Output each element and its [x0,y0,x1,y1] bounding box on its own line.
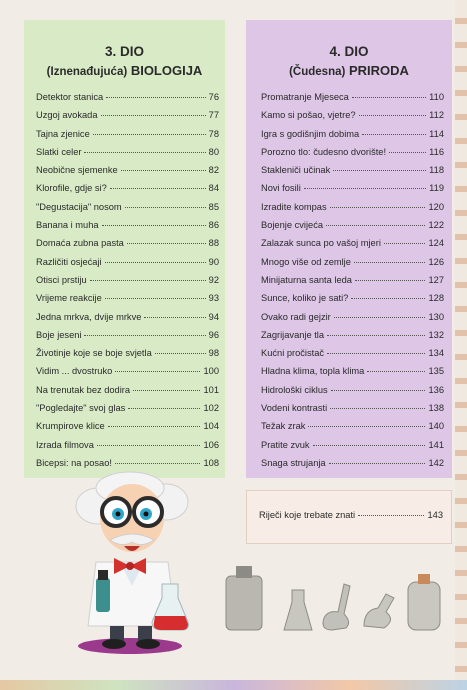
toc-entry-page: 104 [203,421,219,432]
toc-entry-title: Neobične sjemenke [36,165,118,176]
toc-entry-title: Porozno tlo: čudesno dvorište! [261,146,387,157]
toc-entry[interactable] [246,403,452,421]
toc-entry-title: Ovako radi gejzir [261,311,331,322]
toc-entry-title: Kamo si pošao, vjetre? [261,110,356,121]
toc-entry[interactable] [246,293,452,311]
toc-entry-page: 110 [429,92,444,102]
toc-entry[interactable] [246,275,452,293]
toc-entry-page: 124 [428,238,444,249]
toc-entry[interactable] [246,92,452,110]
scientist-pupil-left [116,512,121,517]
toc-entry[interactable] [24,403,225,421]
toc-entry-leader-dots [331,389,426,391]
toc-entry-page: 135 [428,366,444,377]
retort-icon [364,594,394,628]
toc-entry-leader-dots [108,425,201,427]
toc-entry[interactable] [246,238,452,256]
toc-entry-title: Slatki celer [36,146,82,157]
toc-entry[interactable] [24,330,225,348]
toc-entry[interactable] [246,165,452,183]
toc-entry-leader-dots [84,151,205,153]
toc-entry[interactable] [24,440,225,458]
section-nature-subtitle-main: PRIRODA [348,63,409,78]
toc-entry-page: 80 [208,146,219,157]
toc-entry-leader-dots [133,389,200,391]
toc-entry-leader-dots [155,352,206,354]
section-nature-heading: 4. DIO [329,44,369,59]
toc-entry[interactable] [24,165,225,183]
glossary-toc-entry[interactable] [259,510,443,528]
section-biology-subtitle-main: BIOLOGIJA [130,63,203,78]
small-bottle-cork [418,574,430,584]
toc-entry-page: 138 [428,403,444,414]
toc-entry[interactable] [246,348,452,366]
toc-entry-title: Domaća zubna pasta [36,238,124,249]
large-bottle-icon [226,576,262,630]
toc-entry-page: 112 [429,110,444,121]
toc-entry-title: Mnogo više od zemlje [261,256,351,267]
toc-entry-leader-dots [362,133,426,135]
toc-entry-page: 101 [203,384,219,395]
toc-entry-leader-dots [327,334,425,336]
toc-entry-leader-dots [101,114,206,116]
toc-entry[interactable] [24,110,225,128]
toc-entry-leader-dots [93,133,206,135]
toc-entry-page: 134 [428,348,444,359]
scientist-shoe-left [102,639,126,649]
section-nature-panel [246,20,452,478]
toc-entry[interactable] [246,220,452,238]
section-nature-subtitle-paren: (Čudesna) [289,66,346,78]
toc-entry-leader-dots [125,206,206,208]
toc-entry-title: "Pogledajte" svoj glas [36,403,126,414]
toc-entry-page: 84 [208,183,219,194]
toc-entry-page: 94 [208,311,219,322]
toc-entry-page: 120 [428,201,444,212]
toc-entry-leader-dots [351,297,425,299]
spray-bottle [96,578,110,612]
toc-entry-page: 122 [428,220,444,231]
toc-entry-page: 102 [203,403,219,414]
toc-entry-leader-dots [127,242,206,244]
section-nature-subtitle [246,62,452,81]
toc-entry-page: 140 [428,421,444,432]
toc-entry-page: 86 [208,220,219,231]
toc-entry-page: 132 [428,329,444,340]
scientist-illustration [58,466,198,656]
toc-entry[interactable] [246,458,452,476]
toc-entry-page: 88 [208,238,219,249]
section-biology-panel [24,20,225,478]
toc-entry-leader-dots [90,279,206,281]
large-bottle-cap [236,566,252,578]
toc-entry[interactable] [246,385,452,403]
toc-entry-page: 82 [208,165,219,176]
toc-entry-title: Bicepsi: na posao! [36,457,112,468]
toc-entry[interactable] [246,129,452,147]
toc-entry-page: 106 [203,439,219,450]
section-biology-subtitle [24,62,225,81]
toc-entry-title: Jedna mrkva, dvije mrkve [36,311,142,322]
toc-entry-leader-dots [102,224,206,226]
toc-entry-leader-dots [389,151,426,153]
toc-entry[interactable] [246,183,452,201]
toc-entry-page: 76 [208,92,219,102]
toc-entry-leader-dots [355,279,426,281]
toc-entry-page: 116 [429,146,444,157]
scientist-shadow [78,638,182,654]
toc-entry-title: Igra s godišnjim dobima [261,128,360,139]
toc-entry-leader-dots [105,297,206,299]
toc-entry-leader-dots [144,316,205,318]
toc-entry-title: Stakleniči učinak [261,165,331,176]
lab-glassware-illustration [214,560,454,640]
toc-entry-title: Zalazak sunca po vašoj mjeri [261,238,381,249]
nature-toc-list [246,92,452,476]
toc-entry-page: 119 [429,183,444,194]
toc-entry-leader-dots [304,187,426,189]
toc-entry[interactable] [24,238,225,256]
conical-flask-icon [284,590,312,630]
toc-entry[interactable] [24,220,225,238]
toc-entry-page: 136 [428,384,444,395]
toc-entry[interactable] [246,312,452,330]
toc-entry-title: Banana i muha [36,220,99,231]
toc-entry[interactable] [24,275,225,293]
toc-entry-title: Izrada filmova [36,439,94,450]
toc-entry-title: Detektor stanica [36,92,104,102]
toc-entry-title: Otisci prstiju [36,274,87,285]
toc-entry[interactable] [246,330,452,348]
toc-entry-page: 127 [428,274,444,285]
toc-entry[interactable] [24,129,225,147]
toc-entry-leader-dots [352,96,426,98]
toc-entry[interactable] [246,440,452,458]
toc-entry-leader-dots [329,462,426,464]
toc-entry-leader-dots [97,444,201,446]
toc-entry-title: Klorofile, gdje si? [36,183,107,194]
toc-entry-title: Izradite kompas [261,201,327,212]
toc-entry-page: 141 [428,439,444,450]
bottom-decoration-strip [0,680,467,690]
toc-entry-title: "Degustacija" nosom [36,201,122,212]
toc-entry-title: Vrijeme reakcije [36,293,102,304]
toc-entry-leader-dots [106,96,205,98]
toc-entry-leader-dots [330,407,425,409]
small-bottle-icon [408,582,440,630]
toc-entry-page: 108 [203,457,219,468]
toc-entry[interactable] [24,202,225,220]
toc-entry-leader-dots [367,370,425,372]
toc-entry-page: 78 [208,128,219,139]
toc-entry-title: Bojenje cvijeća [261,220,324,231]
toc-entry-page: 93 [208,293,219,304]
toc-entry[interactable] [24,147,225,165]
toc-entry[interactable] [24,92,225,110]
toc-entry-title: Riječi koje trebate znati [259,510,356,520]
toc-entry-leader-dots [384,242,426,244]
toc-entry-title: Hladna klima, topla klima [261,366,365,377]
spoon-icon [323,584,350,630]
toc-entry-leader-dots [327,352,425,354]
toc-entry-title: Sunce, koliko je sati? [261,293,349,304]
toc-entry-leader-dots [115,370,200,372]
toc-entry-page: 85 [208,201,219,212]
toc-entry-leader-dots [105,261,206,263]
toc-entry-leader-dots [359,114,427,116]
toc-entry[interactable] [24,257,225,275]
toc-entry-page: 92 [208,274,219,285]
toc-entry-leader-dots [358,514,424,516]
toc-entry[interactable] [24,366,225,384]
toc-entry[interactable] [246,147,452,165]
toc-entry-leader-dots [333,169,426,171]
toc-entry-leader-dots [326,224,425,226]
toc-entry-title: Snaga strujanja [261,457,326,468]
toc-entry-title: Različiti osjećaji [36,256,102,267]
toc-entry-leader-dots [354,261,426,263]
toc-entry-title: Zagrijavanje tla [261,329,325,340]
toc-entry-leader-dots [115,462,201,464]
toc-entry-page: 96 [208,329,219,340]
toc-entry-title: Na trenutak bez dodira [36,384,131,395]
toc-entry[interactable] [246,366,452,384]
toc-entry-page: 143 [427,510,443,520]
scientist-shoe-right [136,639,160,649]
toc-entry-title: Pratite zvuk [261,439,310,450]
glossary-box [246,490,452,544]
toc-entry-title: Promatranje Mjeseca [261,92,349,102]
section-biology-subtitle-paren: (Iznenađujuća) [46,66,128,78]
toc-entry-title: Novi fosili [261,183,301,194]
toc-entry[interactable] [24,421,225,439]
toc-entry-title: Krumpirove klice [36,421,105,432]
toc-entry-page: 114 [429,128,444,139]
toc-entry[interactable] [24,385,225,403]
toc-entry-title: Boje jeseni [36,329,82,340]
flask-liquid [154,616,188,630]
toc-entry-title: Minijaturna santa leda [261,274,352,285]
toc-entry-page: 77 [208,110,219,121]
toc-entry-leader-dots [121,169,206,171]
toc-entry-page: 90 [208,256,219,267]
toc-entry-page: 118 [429,165,444,176]
scientist-bow-tie-knot [126,562,134,570]
toc-entry-title: Životinje koje se boje svjetla [36,348,152,359]
toc-entry[interactable] [24,348,225,366]
toc-entry-leader-dots [334,316,426,318]
toc-entry-leader-dots [84,334,205,336]
toc-entry[interactable] [24,293,225,311]
toc-entry-title: Hidrološki ciklus [261,384,328,395]
toc-entry-page: 98 [208,348,219,359]
toc-entry-page: 128 [428,293,444,304]
toc-entry[interactable] [246,110,452,128]
toc-entry-title: Kućni pročistač [261,348,325,359]
toc-entry-title: Vodeni kontrasti [261,403,328,414]
toc-entry-title: Vidim ... dvostruko [36,366,113,377]
toc-entry-page: 100 [203,366,219,377]
toc-entry-leader-dots [308,425,425,427]
toc-entry[interactable] [24,183,225,201]
spray-bottle-nozzle [98,570,108,580]
toc-entry-leader-dots [330,206,426,208]
toc-entry[interactable] [246,421,452,439]
toc-entry[interactable] [24,312,225,330]
toc-entry-title: Tajna zjenice [36,128,90,139]
section-biology-heading: 3. DIO [104,44,144,59]
toc-entry-title: Težak zrak [261,421,306,432]
biology-toc-list [24,92,225,476]
toc-entry[interactable] [246,202,452,220]
scientist-pupil-right [144,512,149,517]
toc-entry-page: 126 [428,256,444,267]
toc-entry[interactable] [246,257,452,275]
toc-entry-title: Uzgoj avokada [36,110,98,121]
toc-entry-leader-dots [110,187,206,189]
toc-entry-page: 130 [428,311,444,322]
page-edge-decoration [455,0,467,690]
toc-entry-page: 142 [428,457,444,468]
toc-entry-leader-dots [128,407,200,409]
toc-entry-leader-dots [313,444,426,446]
